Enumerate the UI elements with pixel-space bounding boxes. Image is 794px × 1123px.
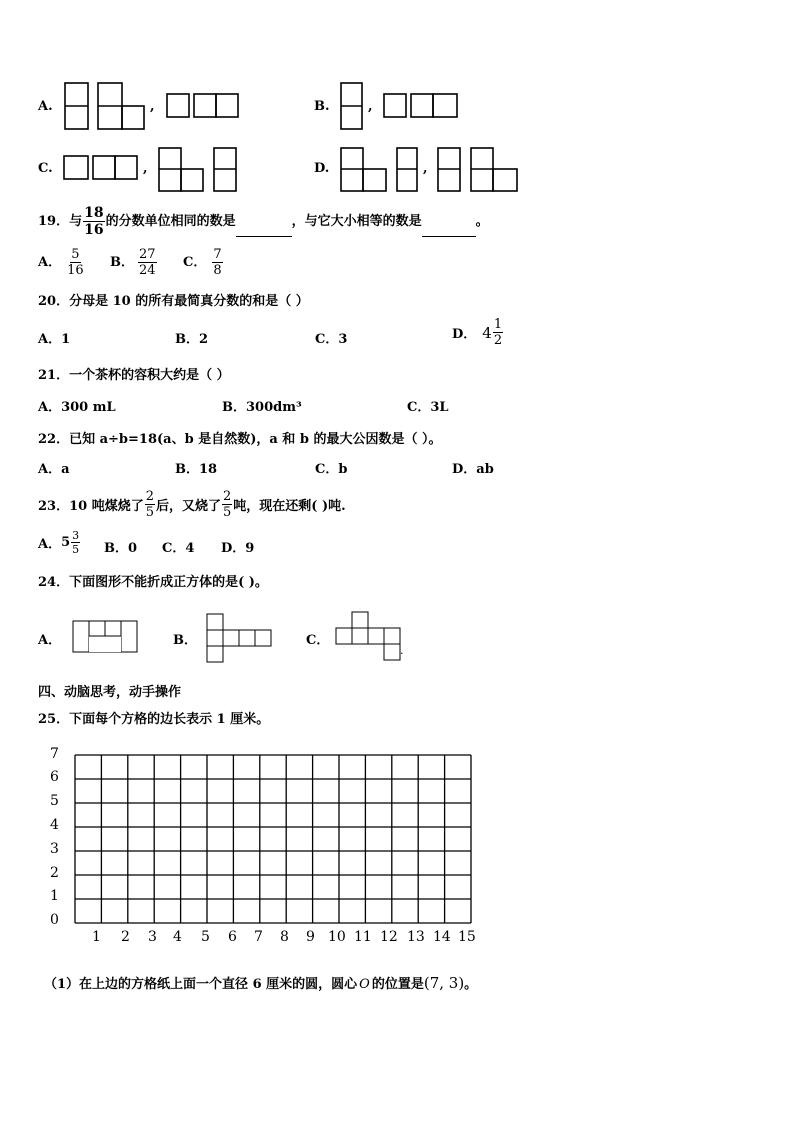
grid-y-label-4: 4: [50, 817, 59, 833]
q19-option-a[interactable]: [38, 248, 85, 277]
q24-option-b-net: [206, 613, 272, 663]
question-23: [38, 490, 346, 519]
q19-mid: 的分数单位相同的数是: [105, 214, 236, 229]
q20-option-d[interactable]: [452, 318, 504, 347]
q18-option-d-net-4: [470, 147, 520, 193]
q18-option-c-net-3: [213, 147, 239, 193]
q24-option-a-label[interactable]: A．: [38, 633, 62, 648]
q18-option-d-label: D.: [314, 161, 330, 176]
q20-option-d-denominator: 2: [493, 333, 503, 348]
q24-option-c-label[interactable]: C．: [306, 633, 330, 648]
q25-sub-1-pre: （1）在上边的方格纸上面一个直径 6 厘米的圆，圆心: [44, 977, 358, 992]
q21-option-b[interactable]: B．300dm³: [222, 400, 302, 415]
grid-x-label-11: 11: [354, 929, 372, 945]
question-24: 24．下面图形不能折成正方体的是( )。: [38, 575, 268, 590]
q23-fraction-2: [222, 490, 232, 519]
question-20: 20．分母是 10 的所有最简真分数的和是（ ）: [38, 294, 309, 309]
grid-x-label-9: 9: [306, 929, 315, 945]
q19-fraction: [83, 206, 104, 237]
q18-option-c-separator: ,: [143, 161, 148, 176]
grid-x-label-7: 7: [254, 929, 263, 945]
q20-option-d-fraction: [493, 318, 503, 347]
question-25: 25．下面每个方格的边长表示 1 厘米。: [38, 712, 270, 727]
grid-y-label-3: 3: [50, 841, 59, 857]
q18-option-a-separator: ,: [150, 99, 155, 114]
q19-option-b-numerator: 27: [139, 247, 156, 262]
grid-x-label-13: 13: [407, 929, 425, 945]
q22-option-d[interactable]: D．ab: [452, 462, 494, 477]
q18-option-a-net-3: [166, 93, 242, 119]
grid-x-label-2: 2: [121, 929, 130, 945]
q23-option-d[interactable]: D．9: [221, 541, 255, 556]
q20-option-c[interactable]: C．3: [315, 332, 348, 347]
grid-y-label-6: 6: [50, 769, 59, 785]
q19-option-c-label: C．: [183, 255, 207, 270]
q23-mid: 后，又烧了: [156, 499, 222, 514]
q20-option-b[interactable]: B．2: [175, 332, 209, 347]
grid-x-label-10: 10: [328, 929, 346, 945]
q25-sub-1-end: 。: [464, 977, 478, 992]
q23-fraction-1: [145, 490, 155, 519]
q19-option-a-numerator: 5: [71, 247, 80, 262]
q19-pre: 与: [69, 214, 83, 229]
grid-x-label-6: 6: [228, 929, 237, 945]
q19-option-a-label: A．: [38, 255, 62, 270]
grid-x-label-14: 14: [433, 929, 451, 945]
q21-option-c[interactable]: C．3L: [407, 400, 449, 415]
q24-option-c-net: [335, 611, 403, 661]
q18-option-c-net-2: [158, 147, 206, 193]
q23-option-a-whole: 5: [61, 535, 71, 550]
q23-option-c[interactable]: C．4: [162, 541, 195, 556]
grid-x-label-8: 8: [280, 929, 289, 945]
q18-option-d-net-3: [437, 147, 463, 193]
q23-fraction-1-denominator: 5: [145, 505, 154, 520]
q19-option-b[interactable]: [110, 248, 158, 277]
q23-option-a-numerator: 3: [72, 529, 80, 542]
q19-option-c-denominator: 8: [213, 263, 222, 278]
grid-x-label-12: 12: [380, 929, 398, 945]
q23-option-a-denominator: 5: [72, 543, 80, 556]
grid-y-label-7: 7: [50, 746, 59, 762]
q18-option-d-net-2: [396, 147, 420, 193]
q23-fraction-2-numerator: 2: [223, 489, 232, 504]
q18-option-b-net-1: [340, 82, 364, 130]
q18-option-a-net-2: [97, 82, 147, 130]
grid-y-label-2: 2: [50, 865, 59, 881]
q24-trailing-dot: .: [400, 644, 404, 657]
q19-fraction-denominator: 16: [84, 222, 104, 238]
grid-y-label-0: 0: [50, 912, 59, 928]
q19-option-b-label: B．: [110, 255, 134, 270]
q22-option-b[interactable]: B．18: [175, 462, 218, 477]
q23-option-a-label: A．: [38, 537, 62, 552]
q19-answer-blank-2[interactable]: [422, 236, 476, 237]
q18-option-b-label: B.: [314, 99, 330, 114]
q19-end: 。: [475, 214, 489, 229]
q25-sub-1: [44, 973, 477, 992]
q23-end: 吨，现在还剩( )吨.: [233, 499, 346, 514]
grid-x-label-1: 1: [92, 929, 101, 945]
q18-option-d-separator: ,: [423, 161, 428, 176]
question-22: 22．已知 a÷b=18(a、b 是自然数)，a 和 b 的最大公因数是（ ）。: [38, 432, 442, 447]
q18-option-d-net-1: [340, 147, 390, 193]
question-21: 21．一个茶杯的容积大约是（ ）: [38, 368, 230, 383]
q20-option-d-whole: 4: [482, 323, 492, 342]
q23-pre: 23．10 吨煤烧了: [38, 499, 144, 514]
q22-option-c[interactable]: C．b: [315, 462, 348, 477]
q19-option-c-numerator: 7: [213, 247, 222, 262]
q19-option-a-fraction: [67, 248, 84, 277]
q24-option-b-label[interactable]: B．: [173, 633, 197, 648]
q18-option-c-net-1: [63, 155, 141, 181]
q24-option-a-net: [72, 620, 138, 654]
q19-option-b-fraction: [138, 248, 157, 277]
q19-answer-blank-1[interactable]: [236, 236, 292, 237]
q22-option-a[interactable]: A．a: [38, 462, 70, 477]
q19-mid2: ，与它大小相等的数是: [291, 214, 422, 229]
q23-option-a[interactable]: [38, 530, 81, 555]
q21-option-a[interactable]: A．300 mL: [38, 400, 116, 415]
q19-option-a-denominator: 16: [67, 263, 84, 278]
q23-fraction-2-denominator: 5: [223, 505, 232, 520]
grid-x-label-3: 3: [148, 929, 157, 945]
grid-x-label-4: 4: [173, 929, 182, 945]
question-19: [38, 206, 489, 237]
q19-fraction-numerator: 18: [84, 205, 104, 221]
q25-sub-1-coord: (7, 3): [423, 974, 465, 992]
grid-x-label-15: 15: [458, 929, 476, 945]
q23-fraction-1-numerator: 2: [145, 489, 154, 504]
q18-option-a-label: A.: [38, 99, 53, 114]
q19-option-c[interactable]: [183, 248, 224, 277]
section-4-title: 四、动脑思考，动手操作: [38, 685, 182, 700]
grid-x-label-5: 5: [201, 929, 210, 945]
q19-option-b-denominator: 24: [139, 263, 156, 278]
q19-number: 19．: [38, 214, 70, 229]
grid-paper[interactable]: [74, 753, 472, 925]
q20-option-a[interactable]: A．1: [38, 332, 71, 347]
q20-option-d-numerator: 1: [493, 317, 503, 332]
q18-option-c-label: C.: [38, 161, 53, 176]
q25-sub-1-mid: 的位置是: [371, 977, 424, 992]
q23-option-a-fraction: [71, 530, 80, 555]
q18-option-a-net-1: [64, 82, 90, 130]
q23-option-b[interactable]: B．0: [104, 541, 138, 556]
q18-option-b-net-2: [383, 93, 461, 119]
q19-option-c-fraction: [212, 248, 222, 277]
q18-option-b-separator: ,: [368, 99, 373, 114]
grid-y-label-5: 5: [50, 793, 59, 809]
grid-y-label-1: 1: [50, 888, 59, 904]
q25-sub-1-var: O: [359, 977, 370, 992]
q20-option-d-label: D．: [452, 327, 477, 342]
